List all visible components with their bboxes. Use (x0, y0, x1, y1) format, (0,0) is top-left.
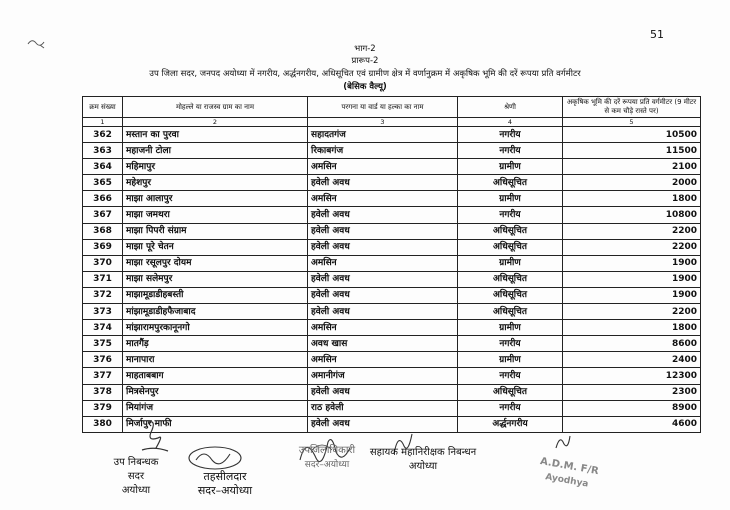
rate-cell: 2200 (563, 304, 701, 320)
serial-cell: 377 (83, 368, 123, 384)
table-row (83, 143, 701, 159)
pargana-cell: हवेली अवध (308, 271, 458, 287)
category-cell: अधिसूचित (458, 271, 563, 287)
locality-cell: माझा आलापुर (123, 191, 308, 207)
serial-cell: 380 (83, 416, 123, 432)
locality-cell: माझा पूरे चेतन (123, 239, 308, 255)
table-row (83, 320, 701, 336)
signatory-4-place: अयोध्या (408, 461, 438, 472)
rate-cell: 8600 (563, 336, 701, 352)
category-cell: अधिसूचित (458, 304, 563, 320)
col-header-pargana: परगना या वार्ड या हल्का का नाम (308, 97, 458, 118)
rate-cell: 2100 (563, 159, 701, 175)
serial-cell: 364 (83, 159, 123, 175)
rate-cell: 10500 (563, 127, 701, 143)
table-row (83, 384, 701, 400)
signatory-1 (96, 456, 176, 498)
serial-cell: 372 (83, 287, 123, 303)
table-row (83, 304, 701, 320)
rate-cell: 12300 (563, 368, 701, 384)
pargana-cell: अमसिन (308, 191, 458, 207)
signatory-3-title: उपजिलाधिकारी (298, 445, 356, 456)
pargana-cell: अमसिन (308, 352, 458, 368)
col-index: 3 (308, 118, 458, 127)
table-row (83, 400, 701, 416)
signatory-4-title: सहायक महानिरीक्षक निबन्धन (369, 447, 477, 458)
serial-cell: 369 (83, 239, 123, 255)
pargana-cell: हवेली अवध (308, 304, 458, 320)
rate-cell: 2000 (563, 175, 701, 191)
signatory-5 (526, 453, 610, 494)
rate-cell: 2400 (563, 352, 701, 368)
locality-cell: मांझारामपुरकानूनगो (123, 320, 308, 336)
category-cell: ग्रामीण (458, 191, 563, 207)
header-part: भाग-2 (354, 44, 376, 54)
rate-cell: 8900 (563, 400, 701, 416)
locality-cell: मस्तान का पुरवा (123, 127, 308, 143)
pargana-cell: हवेली अवध (308, 239, 458, 255)
signatory-5-place: Ayodhya (544, 472, 590, 490)
signatory-3-office: सदर–अयोध्या (304, 460, 350, 470)
pargana-cell: हवेली अवध (308, 223, 458, 239)
rate-cell: 1800 (563, 191, 701, 207)
rate-cell: 2200 (563, 239, 701, 255)
signatory-1-office: सदर (127, 471, 145, 482)
signatory-2-office: सदर–अयोध्या (197, 484, 253, 497)
col-header-category: श्रेणी (458, 97, 563, 118)
serial-cell: 368 (83, 223, 123, 239)
table-row (83, 175, 701, 191)
page-number: 51 (650, 28, 664, 41)
signatory-5-title: A.D.M. F/R (539, 456, 600, 478)
signature-sub-registrar (134, 418, 174, 454)
serial-cell: 370 (83, 255, 123, 271)
table-row (83, 207, 701, 223)
rate-cell: 11500 (563, 143, 701, 159)
col-index: 4 (458, 118, 563, 127)
rate-cell: 1900 (563, 287, 701, 303)
table-row (83, 352, 701, 368)
table-header-row (83, 97, 701, 118)
serial-cell: 371 (83, 271, 123, 287)
rate-cell: 1800 (563, 320, 701, 336)
locality-cell: महिमापुर (123, 159, 308, 175)
serial-cell: 363 (83, 143, 123, 159)
signatory-2 (180, 470, 270, 498)
serial-cell: 365 (83, 175, 123, 191)
col-index: 5 (563, 118, 701, 127)
signature-tehsildar (186, 444, 244, 472)
pargana-cell: हवेली अवध (308, 416, 458, 432)
pargana-cell: अमानीगंज (308, 368, 458, 384)
locality-cell: मानापारा (123, 352, 308, 368)
signatory-2-title: तहसीलदार (203, 470, 247, 483)
rate-cell: 10800 (563, 207, 701, 223)
col-header-rate: अकृषिक भूमि की दरें रूपया प्रति वर्गमीटर (9 मीटर से कम चौड़े रास्ते पर) (563, 97, 701, 118)
rate-table (82, 96, 701, 433)
category-cell: नगरीय (458, 143, 563, 159)
locality-cell: माहताबबाग (123, 368, 308, 384)
serial-cell: 366 (83, 191, 123, 207)
category-cell: नगरीय (458, 127, 563, 143)
rate-cell: 1900 (563, 271, 701, 287)
column-index-row (83, 118, 701, 127)
category-cell: अधिसूचित (458, 223, 563, 239)
serial-cell: 367 (83, 207, 123, 223)
category-cell: अधिसूचित (458, 239, 563, 255)
serial-cell: 376 (83, 352, 123, 368)
table-row (83, 255, 701, 271)
table-row (83, 127, 701, 143)
category-cell: ग्रामीण (458, 352, 563, 368)
category-cell: नगरीय (458, 400, 563, 416)
pargana-cell: रिकाबगंज (308, 143, 458, 159)
header-form: प्रारूप-2 (351, 56, 379, 66)
locality-cell: मियांगंज (123, 400, 308, 416)
serial-cell: 374 (83, 320, 123, 336)
locality-cell: महेशपुर (123, 175, 308, 191)
locality-cell: माझा रसूलपुर दोयम (123, 255, 308, 271)
locality-cell: माझा जमथरा (123, 207, 308, 223)
pargana-cell: हवेली अवध (308, 207, 458, 223)
header-title: उप जिला सदर, जनपद अयोध्या में नगरीय, अर्द्धनगरीय, अधिसूचित एवं ग्रामीण क्षेत्र में वर्णानुक्रम में अकृषिक भूमि की दरें रूपया प्रति वर्गमीटर (149, 69, 581, 79)
category-cell: अधिसूचित (458, 384, 563, 400)
rate-cell: 4600 (563, 416, 701, 432)
locality-cell: माझामूडाडीहबस्ती (123, 287, 308, 303)
pargana-cell: अवध खास (308, 336, 458, 352)
col-header-locality: मोहल्ले या राजस्व ग्राम का नाम (123, 97, 308, 118)
locality-cell: माझा पिपरी संग्राम (123, 223, 308, 239)
pargana-cell: सहादतगंज (308, 127, 458, 143)
serial-cell: 375 (83, 336, 123, 352)
table-row (83, 368, 701, 384)
table-row (83, 271, 701, 287)
col-header-serial: क्रम संख्या (83, 97, 123, 118)
category-cell: नगरीय (458, 336, 563, 352)
rate-cell: 2300 (563, 384, 701, 400)
category-cell: नगरीय (458, 207, 563, 223)
locality-cell: मित्रसेनपुर (123, 384, 308, 400)
pargana-cell: अमसिन (308, 320, 458, 336)
locality-cell: माझा सलेमपुर (123, 271, 308, 287)
rate-cell: 2200 (563, 223, 701, 239)
category-cell: अर्द्धनगरीय (458, 416, 563, 432)
pargana-cell: हवेली अवध (308, 384, 458, 400)
table-row (83, 287, 701, 303)
table-row (83, 336, 701, 352)
serial-cell: 379 (83, 400, 123, 416)
category-cell: अधिसूचित (458, 175, 563, 191)
locality-cell: मातगैंड़ (123, 336, 308, 352)
pargana-cell: हवेली अवध (308, 175, 458, 191)
pargana-cell: अमसिन (308, 255, 458, 271)
table-row (83, 191, 701, 207)
category-cell: ग्रामीण (458, 255, 563, 271)
category-cell: ग्रामीण (458, 320, 563, 336)
category-cell: ग्रामीण (458, 159, 563, 175)
header-subtitle: (बेसिक वैल्यू) (343, 82, 387, 92)
table-row (83, 159, 701, 175)
rate-cell: 1900 (563, 255, 701, 271)
signatory-1-place: अयोध्या (121, 485, 151, 496)
category-cell: नगरीय (458, 368, 563, 384)
signatory-4 (348, 446, 498, 474)
pargana-cell: हवेली अवध (308, 287, 458, 303)
signature-adm (552, 432, 574, 452)
locality-cell: मांझामूडाडीहफैजाबाद (123, 304, 308, 320)
table-row (83, 223, 701, 239)
col-index: 2 (123, 118, 308, 127)
signatory-1-title: उप निबन्धक (113, 457, 159, 468)
locality-cell: मिर्जापुर माफी (123, 416, 308, 432)
serial-cell: 373 (83, 304, 123, 320)
serial-cell: 378 (83, 384, 123, 400)
pargana-cell: अमसिन (308, 159, 458, 175)
locality-cell: महाजनी टोला (123, 143, 308, 159)
table-row (83, 239, 701, 255)
col-index: 1 (83, 118, 123, 127)
category-cell: अधिसूचित (458, 287, 563, 303)
serial-cell: 362 (83, 127, 123, 143)
pargana-cell: राठ हवेली (308, 400, 458, 416)
